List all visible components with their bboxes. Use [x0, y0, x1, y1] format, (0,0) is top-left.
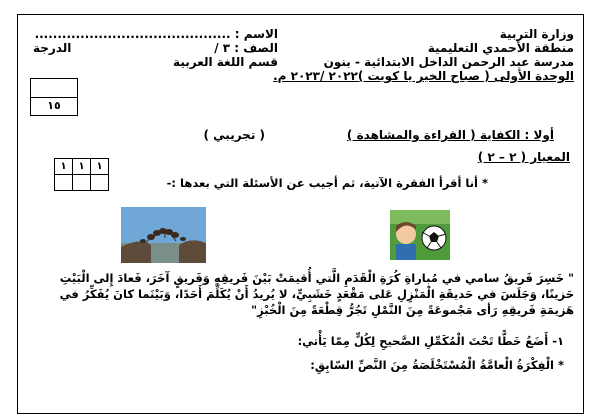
- department-name: قسم اللغة العربية: [173, 55, 278, 69]
- question-1-item: * الْفِكْرَةُ الْعامَّةُ الْمُسْتَخْلَصَةُ مِنَ النَّصِّ السّابِقِ:: [310, 358, 564, 372]
- score-cell-empty: [55, 175, 73, 191]
- region-name: منطقة الأحمدي التعليمية: [427, 41, 574, 55]
- reading-passage: " خَسِرَ فَريقُ سامي في مُباراةِ كُرَةِ الْقَدَمِ الَّتي أُقيمَتْ بَيْنَ فَريقِهِ وَفَريقٍ آخَرَ، فَعادَ إِلى الْبَيْتِ حَزينًا، وَجَلَسَ في حَديقَةِ الْمَنْزِلِ عَلى مَقْعَدٍ خَشَبِيٍّ، لا يُريدُ أَنْ يُكَلِّمَ أَحَدًا، وَبَيْنَما كانَ يُفَكِّرُ في هَزيمَةِ فَريقِهِ رَأى مَجْموعَةً مِنَ النَّمْلِ تَجُرُّ قِطْعَةً مِنَ الْخُبْزِ": [59, 271, 574, 317]
- ministry-name: وزارة التربية: [499, 27, 574, 41]
- score-cell: ١: [91, 159, 109, 175]
- score-grid: [54, 158, 109, 191]
- grade-label: الدرجة: [33, 41, 72, 55]
- standard-title: المعيار ( ٢ – ٢ ): [477, 150, 570, 164]
- competency-title: أولا : الكفاية ( القراءة والمشاهدة ): [346, 128, 554, 142]
- ants-bridge-image: [121, 207, 206, 263]
- reading-instruction: * أنا أقرأ الفقرة الآتية، ثم أجيب عن الأسئلة التي بعدها :-: [166, 176, 488, 190]
- class-field: الصف : ٣ /: [214, 41, 278, 55]
- assessment-type: ( تجريبي ): [203, 128, 265, 142]
- sad-boy-with-ball-image: [390, 210, 450, 260]
- grade-box: [30, 78, 78, 116]
- score-cell-empty: [73, 175, 91, 191]
- score-cell-empty: [91, 175, 109, 191]
- unit-title: الوحدة الأولى ( صباح الخير يا كويت )٢٠٢٢ /٢٠٢٣ م.: [273, 69, 574, 83]
- score-cell: ١: [73, 159, 91, 175]
- student-name-field: الاسم : ...........................................: [34, 27, 278, 41]
- score-cell: ١: [55, 159, 73, 175]
- school-name: مدرسة عبد الرحمن الداخل الابتدائية - بنون: [323, 55, 574, 69]
- question-1: ١- أَضَعُ خَطًّا تَحْتَ الْمُكَمِّلِ الصَّحيحِ لِكُلٍّ مِمّا يَأْتي:: [297, 334, 564, 348]
- grade-value: ١٥: [47, 99, 61, 112]
